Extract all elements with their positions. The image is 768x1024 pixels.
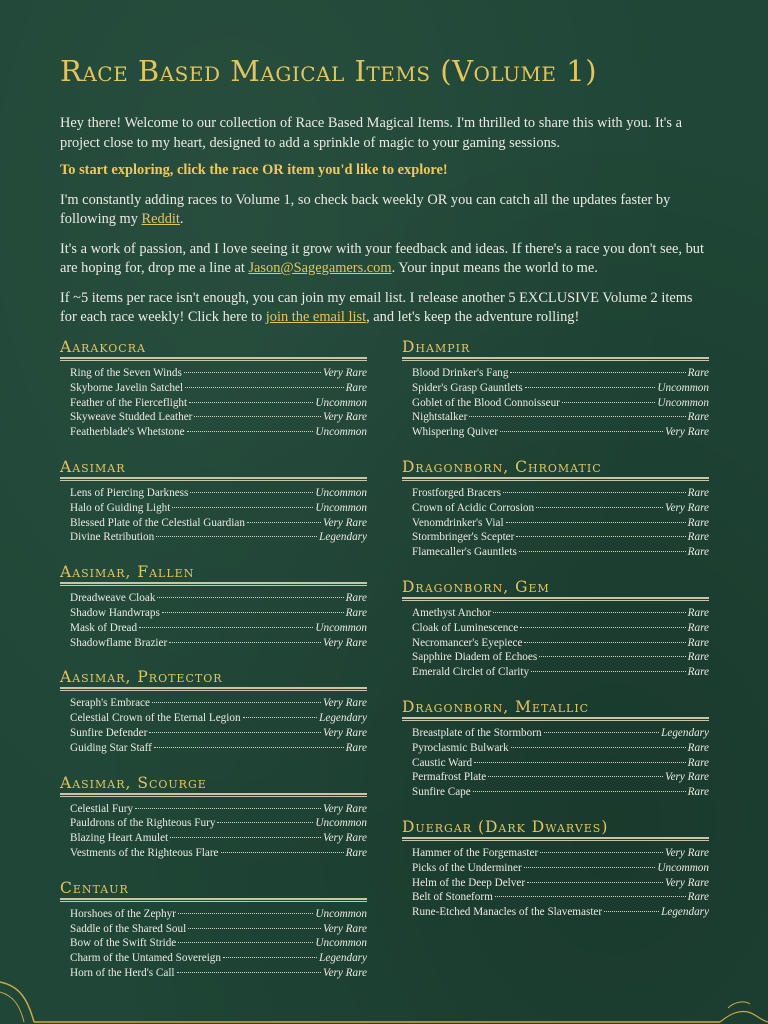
dot-leader [139,627,313,628]
item-row[interactable] [402,665,709,680]
item-name[interactable]: Blood Drinker's Fang [412,367,509,379]
dot-leader [162,612,344,613]
item-name[interactable]: Feather of the Fierceflight [70,396,188,409]
item-row[interactable] [402,770,709,785]
item-rarity: Rare [687,486,709,499]
item-rarity: Rare [687,651,709,664]
item-name[interactable]: Flamecaller's Gauntlets [412,546,517,559]
heading-divider [60,357,367,361]
item-row[interactable] [60,410,367,425]
item-row[interactable] [402,486,709,501]
item-rarity: Rare [345,741,367,754]
item-row[interactable] [402,396,709,411]
item-rarity: Legendary [661,726,709,739]
item-rarity: Rare [687,367,709,379]
item-row[interactable] [402,861,709,876]
item-row[interactable] [402,785,709,800]
race-heading[interactable]: Dragonborn, Gem [402,577,550,596]
item-row[interactable] [60,907,367,922]
item-name[interactable]: Whispering Quiver [412,426,499,439]
item-name[interactable]: Helm of the Deep Delver [412,876,526,889]
item-name[interactable]: Goblet of the Blood Connoisseur [412,396,560,409]
document-page [60,50,710,328]
item-name[interactable]: Mask of Dread [70,621,138,634]
item-name[interactable]: Divine Retribution [70,531,155,544]
item-name[interactable]: Blazing Heart Amulet [70,832,169,845]
heading-divider [402,357,709,361]
item-rarity: Rare [687,756,709,769]
dot-leader [247,522,321,523]
item-rarity: Rare [687,606,709,619]
item-row[interactable] [60,816,367,831]
item-rarity: Very Rare [664,846,709,859]
item-rarity: Rare [687,741,709,754]
heading-divider [402,717,709,721]
item-name[interactable]: Saddle of the Shared Soul [70,922,187,935]
item-name[interactable]: Sunfire Cape [412,786,471,799]
dot-leader [527,882,663,883]
explore-callout: To start exploring, click the race OR item you'd like to explore! [60,162,448,178]
join-email-list-link[interactable]: join the email list [265,309,367,325]
item-name[interactable]: Blessed Plate of the Celestial Guardian [70,516,245,529]
item-row[interactable] [60,501,367,516]
item-row[interactable] [60,530,367,545]
race-section-aasimar [60,457,367,545]
dot-leader [544,732,660,733]
dot-leader [524,867,656,868]
item-name[interactable]: Lens of Piercing Darkness [70,486,189,499]
item-rarity: Uncommon [315,396,367,409]
item-row[interactable] [60,831,367,846]
item-name[interactable]: Charm of the Untamed Sovereign [70,952,221,965]
item-rarity: Rare [687,516,709,529]
item-name[interactable]: Amethyst Anchor [412,606,492,619]
item-row[interactable] [402,516,709,531]
item-row[interactable] [60,846,367,861]
race-heading[interactable]: Duergar (Dark Dwarves) [402,817,609,836]
updates-paragraph [60,191,710,230]
race-heading[interactable]: Aasimar, Fallen [60,563,195,582]
dot-leader [495,896,686,897]
dot-leader [187,431,314,432]
heading-divider [402,597,709,601]
race-section-dragonborn-gem [402,577,709,680]
item-name[interactable]: Shadowflame Brazier [70,636,168,649]
item-name[interactable]: Halo of Guiding Light [70,501,171,514]
race-heading[interactable]: Aasimar [60,457,126,476]
item-rarity: Very Rare [322,636,367,649]
item-row[interactable] [402,381,709,396]
race-heading[interactable]: Centaur [60,878,129,897]
item-row[interactable] [60,381,367,396]
passion-paragraph [60,240,710,279]
dot-leader [178,942,313,943]
item-rarity: Uncommon [315,501,367,514]
item-name[interactable]: Guiding Star Staff [70,741,152,754]
dot-leader [473,791,686,792]
dot-leader [169,642,321,643]
item-name[interactable]: Caustic Ward [412,756,473,769]
heading-divider [60,898,367,902]
item-name[interactable]: Shadow Handwraps [70,606,160,619]
page-title: Race Based Magical Items (Volume 1) [60,54,598,88]
item-rarity: Rare [687,546,709,559]
dot-leader [172,507,313,508]
item-row[interactable] [402,741,709,756]
dot-leader [190,492,313,493]
item-row[interactable] [402,756,709,771]
item-name[interactable]: Picks of the Underminer [412,861,522,874]
item-row[interactable] [402,890,709,905]
race-section-dragonborn-chromatic [402,457,709,560]
item-rarity: Legendary [661,906,709,919]
item-row[interactable] [60,486,367,501]
item-name[interactable]: Skyweave Studded Leather [70,411,193,424]
item-name[interactable]: Crown of Acidic Corrosion [412,501,535,514]
item-name[interactable]: Cloak of Luminescence [412,621,519,634]
dot-leader [469,416,685,417]
race-section-aarakocra [60,337,367,440]
race-section-duergar-dark-dwarves [402,817,709,920]
item-row[interactable] [402,606,709,621]
item-row[interactable] [402,410,709,425]
item-rarity: Very Rare [664,426,709,439]
item-name[interactable]: Celestial Fury [70,802,134,815]
item-name[interactable]: Pauldrons of the Righteous Fury [70,817,216,830]
item-name[interactable]: Sunfire Defender [70,726,148,739]
dot-leader [184,372,321,373]
item-row[interactable] [402,846,709,861]
dot-leader [511,747,686,748]
dot-leader [506,522,686,523]
item-row[interactable] [402,621,709,636]
dot-leader [519,551,686,552]
heading-divider [60,477,367,481]
item-rarity: Very Rare [322,516,367,529]
item-rarity: Legendary [319,712,367,725]
item-rarity: Uncommon [315,426,367,439]
dot-leader [189,402,313,403]
item-rarity: Rare [687,636,709,649]
item-row[interactable] [402,636,709,651]
item-name[interactable]: Horshoes of the Zephyr [70,907,176,920]
item-row[interactable] [60,425,367,440]
item-rarity: Legendary [319,531,367,544]
item-row[interactable] [60,636,367,651]
left-column [60,337,367,998]
item-rarity: Legendary [319,952,367,965]
dot-leader [520,627,685,628]
item-name[interactable]: Hammer of the Forgemaster [412,846,539,859]
race-section-aasimar-fallen [60,562,367,650]
item-rarity: Uncommon [315,907,367,920]
dot-leader [539,656,685,657]
race-heading[interactable]: Aasimar, Scourge [60,773,207,792]
item-name[interactable]: Stormbringer's Scepter [412,531,515,544]
item-name[interactable]: Ring of the Seven Winds [70,367,182,379]
race-heading[interactable]: Dragonborn, Metallic [402,697,590,716]
item-name[interactable]: Seraph's Embrace [70,697,150,710]
email-list-text: If ~5 items per race isn't enough, you can join my email list. I release another 5 EXCLUSIVE Volume 2 items for each race weekly! Click here to [60,289,693,325]
dot-leader [536,507,663,508]
item-row[interactable] [402,905,709,920]
dot-leader [156,536,317,537]
heading-divider [402,837,709,841]
item-name[interactable]: Sapphire Diadem of Echoes [412,651,538,664]
item-row[interactable] [60,621,367,636]
item-name[interactable]: Rune-Etched Manacles of the Slavemaster [412,906,603,919]
dot-leader [221,852,344,853]
dot-leader [185,387,344,388]
passion-text: It's a work of passion, and I love seeing it grow with your feedback and ideas. If there's a race you don't see, but are hoping for, drop me a line at [60,240,704,276]
item-row[interactable] [60,802,367,817]
dot-leader [474,762,686,763]
passion-text-end: . Your input means the world to me. [391,260,598,276]
item-name[interactable]: Venomdrinker's Vial [412,516,504,529]
item-rarity: Very Rare [322,966,367,979]
item-rarity: Rare [687,621,709,634]
item-name[interactable]: Nightstalker [412,411,468,424]
item-name[interactable]: Permafrost Plate [412,771,487,784]
item-rarity: Rare [687,891,709,904]
item-row[interactable] [60,591,367,606]
dot-leader [223,957,317,958]
item-row[interactable] [402,726,709,741]
item-row[interactable] [402,545,709,560]
item-name[interactable]: Breastplate of the Stormborn [412,726,542,739]
race-heading[interactable]: Dhampir [402,338,471,356]
item-rarity: Very Rare [322,697,367,710]
decorative-border [0,964,768,1024]
item-rarity: Uncommon [657,381,709,394]
item-row[interactable] [60,696,367,711]
item-rarity: Rare [345,592,367,605]
heading-divider [402,477,709,481]
dot-leader [488,776,663,777]
item-rarity: Very Rare [322,922,367,935]
dot-leader [188,928,321,929]
dot-leader [157,597,343,598]
heading-divider [60,687,367,691]
item-rarity: Rare [345,381,367,394]
dot-leader [493,612,685,613]
item-row[interactable] [60,711,367,726]
item-name[interactable]: Emerald Circlet of Clarity [412,666,530,679]
item-rarity: Rare [687,786,709,799]
email-list-text-end: , and let's keep the adventure rolling! [366,309,580,325]
item-row[interactable] [402,530,709,545]
dot-leader [540,852,663,853]
dot-leader [524,642,685,643]
dot-leader [149,732,321,733]
item-rarity: Uncommon [657,396,709,409]
item-row[interactable] [60,936,367,951]
item-name[interactable]: Belt of Stoneform [412,891,493,904]
dot-leader [503,492,686,493]
item-name[interactable]: Necromancer's Eyepiece [412,636,523,649]
item-rarity: Rare [687,411,709,424]
item-row[interactable] [60,726,367,741]
updates-text-end: . [179,211,184,227]
item-row[interactable] [402,366,709,381]
item-rarity: Very Rare [664,876,709,889]
item-rarity: Uncommon [315,937,367,950]
dot-leader [243,717,318,718]
race-heading[interactable]: Aarakocra [60,338,146,356]
dot-leader [531,671,686,672]
dot-leader [525,387,656,388]
item-rarity: Very Rare [322,802,367,815]
race-section-aasimar-protector [60,667,367,755]
item-row[interactable] [402,876,709,891]
item-rarity: Very Rare [664,501,709,514]
item-name[interactable]: Dreadweave Cloak [70,592,156,605]
dot-leader [170,837,321,838]
item-rarity: Uncommon [315,486,367,499]
item-name[interactable]: Vestments of the Righteous Flare [70,846,219,859]
dot-leader [135,808,321,809]
item-row[interactable] [60,396,367,411]
item-name[interactable]: Frostforged Bracers [412,486,501,499]
dot-leader [154,747,344,748]
item-rarity: Rare [345,606,367,619]
item-name[interactable]: Featherblade's Whetstone [70,426,185,439]
dot-leader [516,536,685,537]
dot-leader [500,431,663,432]
heading-divider [60,582,367,586]
item-rarity: Uncommon [315,621,367,634]
item-name[interactable]: Spider's Grasp Gauntlets [412,381,523,394]
item-row[interactable] [402,650,709,665]
email-contact-link[interactable]: Jason@Sagegamers.com [248,260,392,276]
race-columns [60,337,710,979]
dot-leader [194,416,321,417]
dot-leader [510,372,685,373]
item-row[interactable] [402,425,709,440]
item-row[interactable] [402,501,709,516]
item-rarity: Very Rare [322,411,367,424]
item-row[interactable] [60,516,367,531]
item-row[interactable] [60,366,367,381]
item-rarity: Very Rare [322,726,367,739]
updates-text: I'm constantly adding races to Volume 1, so check back weekly OR you can catch all the updates faster by following my [60,191,671,227]
intro-paragraph: Hey there! Welcome to our collection of Race Based Magical Items. I'm thrilled to share this with you. It's a project close to my heart, designed to add a sprinkle of magic to your gaming sessions. [60,115,682,151]
dot-leader [178,913,313,914]
item-rarity: Rare [687,531,709,544]
race-section-dhampir [402,337,709,440]
item-rarity: Rare [345,846,367,859]
item-name[interactable]: Horn of the Herd's Call [70,966,175,979]
dot-leader [562,402,655,403]
dot-leader [217,822,313,823]
race-heading[interactable]: Dragonborn, Chromatic [402,457,602,476]
item-rarity: Rare [687,666,709,679]
dot-leader [604,911,659,912]
reddit-link[interactable]: Reddit [141,211,180,227]
item-row[interactable] [60,922,367,937]
item-rarity: Very Rare [322,832,367,845]
dot-leader [152,702,321,703]
item-rarity: Very Rare [664,771,709,784]
item-rarity: Very Rare [322,367,367,379]
item-row[interactable] [60,606,367,621]
item-rarity: Uncommon [315,817,367,830]
race-section-aasimar-scourge [60,773,367,861]
race-heading[interactable]: Aasimar, Protector [60,668,223,687]
item-row[interactable] [60,741,367,756]
item-name[interactable]: Bow of the Swift Stride [70,937,177,950]
item-name[interactable]: Skyborne Javelin Satchel [70,381,184,394]
email-list-paragraph [60,289,710,328]
race-section-dragonborn-metallic [402,697,709,800]
item-rarity: Uncommon [657,861,709,874]
heading-divider [60,793,367,797]
item-name[interactable]: Celestial Crown of the Eternal Legion [70,712,241,725]
item-name[interactable]: Pyroclasmic Bulwark [412,741,509,754]
right-column [402,337,709,937]
